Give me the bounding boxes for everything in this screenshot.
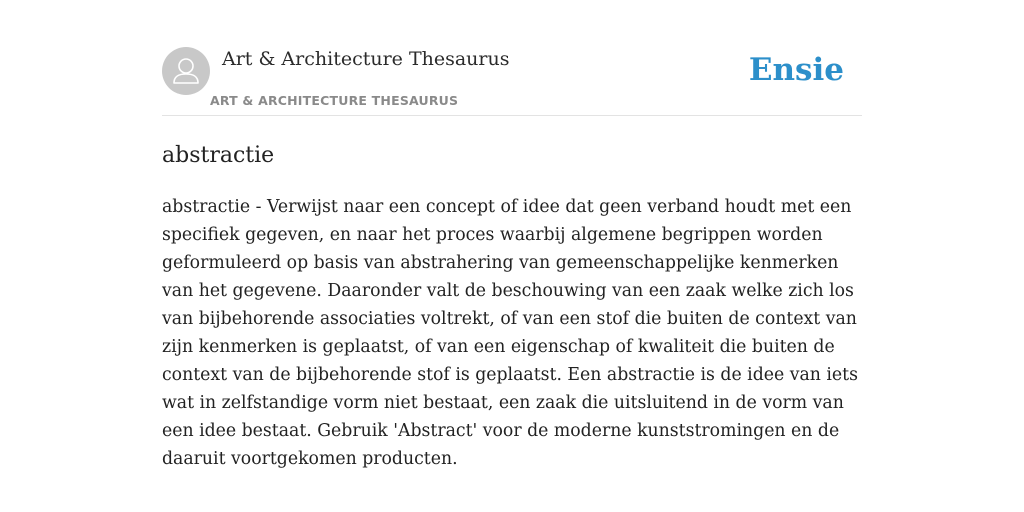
entry-term: abstractie <box>162 143 275 168</box>
card-header <box>162 46 862 116</box>
entry-definition: abstractie - Verwijst naar een concept of idee dat geen verband houdt met een specifiek gegeven, en naar het proces waarbij algemene begrippen worden geformuleerd op basis van abstrahering van gemeenschappelijke kenmerken van het gegevene. Daaronder valt de beschouwing van een zaak welke zich los van bijbehorende associaties voltrekt, of van een stof die buiten de context van zijn kenmerken is geplaatst, of van een eigenschap of kwaliteit die buiten de context van de bijbehorende stof is geplaatst. Een abstractie is de idee van iets wat in zelfstandige vorm niet bestaat, een zaak die uitsluitend in de vorm van een idee bestaat. Gebruik 'Abstract' voor de moderne kunststromingen en de daaruit voortgekomen producten. <box>162 197 858 469</box>
source-subtitle[interactable]: ART & ARCHITECTURE THESAURUS <box>210 93 459 108</box>
source-title[interactable]: Art & Architecture Thesaurus <box>222 48 510 70</box>
definition-card <box>162 46 862 473</box>
user-placeholder-icon <box>162 47 210 95</box>
author-avatar[interactable] <box>162 47 210 95</box>
ensie-logo[interactable]: Ensie <box>748 52 844 88</box>
